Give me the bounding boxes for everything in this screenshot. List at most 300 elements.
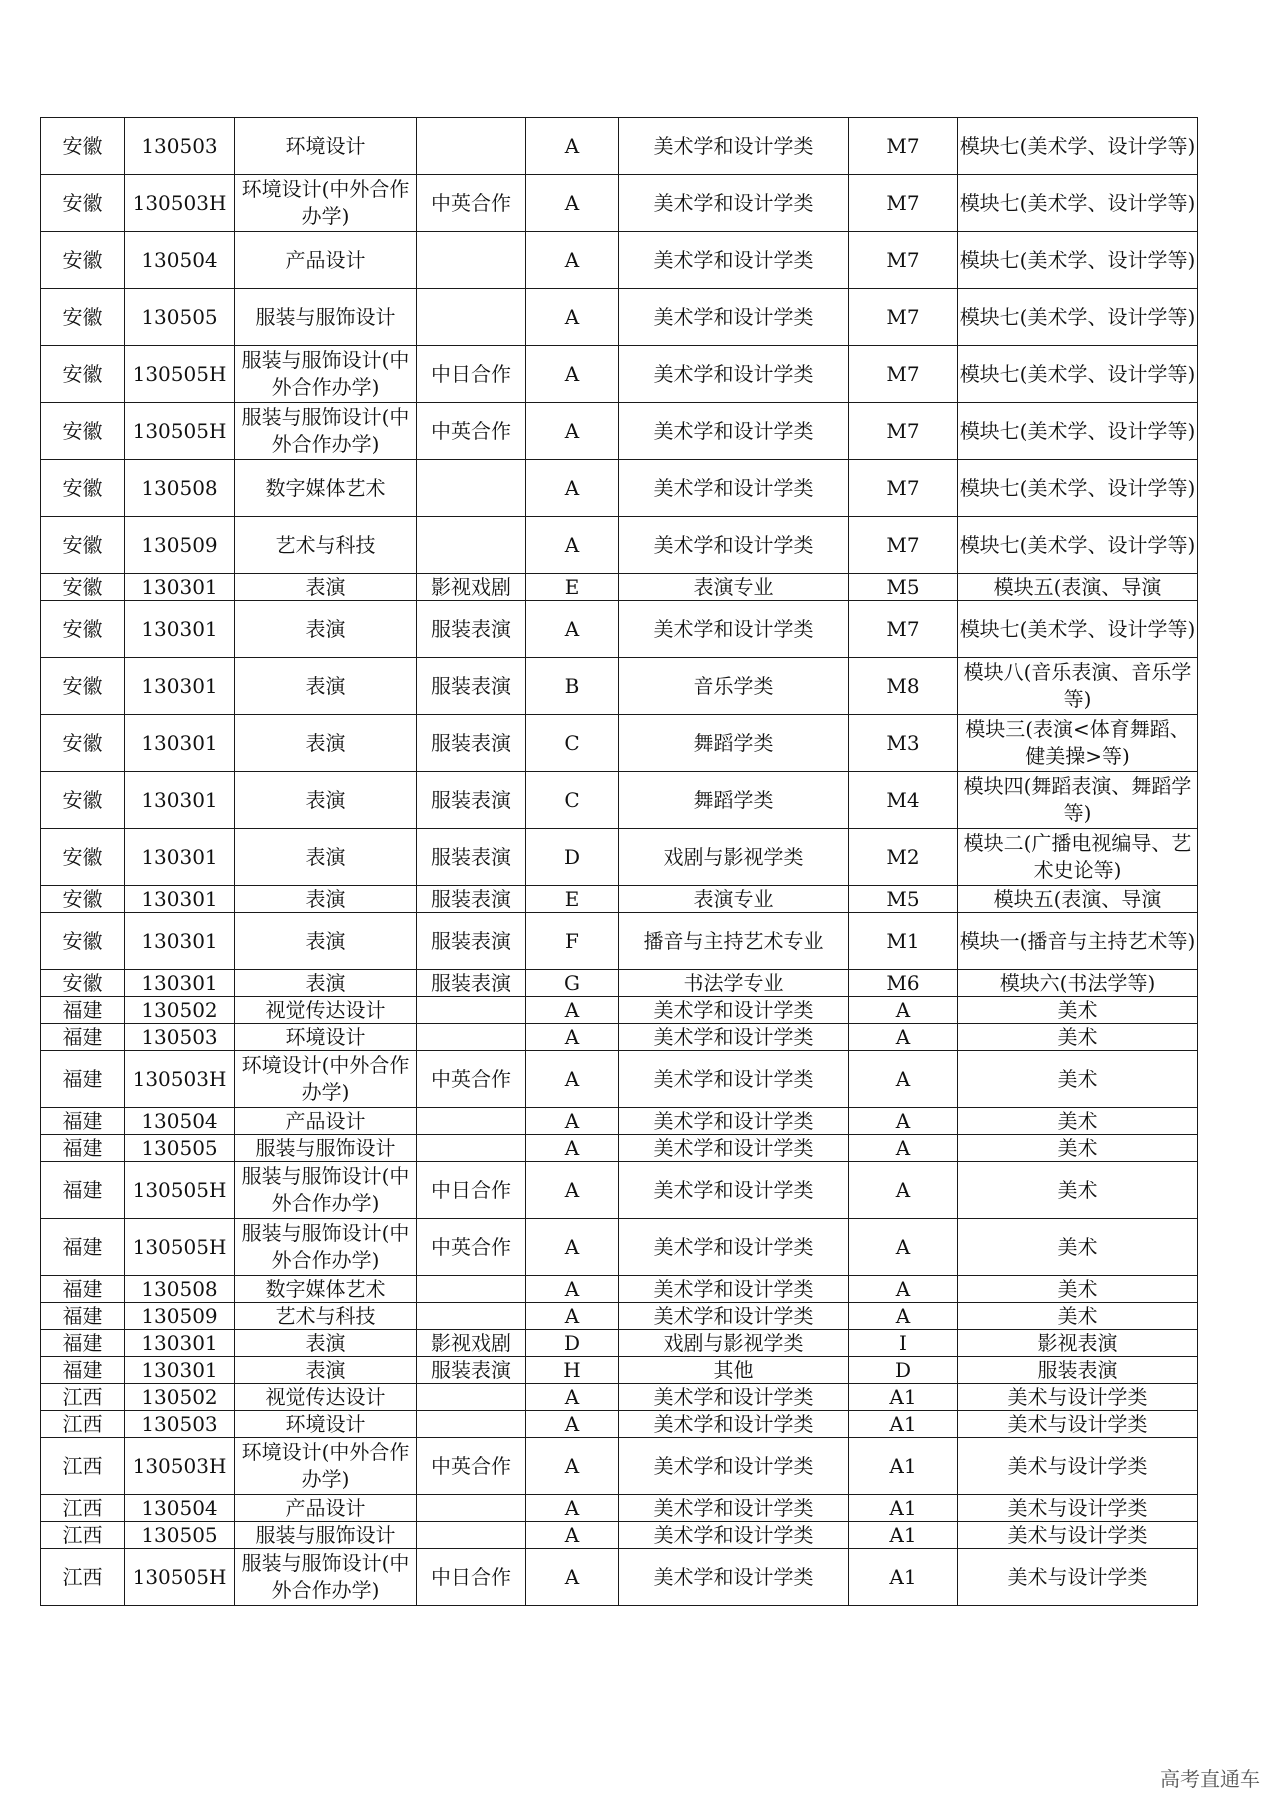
module-code-cell: M7 bbox=[849, 460, 958, 517]
province-cell: 福建 bbox=[41, 997, 125, 1024]
major-cell: 环境设计(中外合作办学) bbox=[235, 1438, 417, 1495]
major-cell: 服装与服饰设计(中外合作办学) bbox=[235, 1219, 417, 1276]
table-row bbox=[41, 1411, 1198, 1438]
category-cell: 美术学和设计学类 bbox=[619, 1108, 849, 1135]
province-cell: 安徽 bbox=[41, 772, 125, 829]
code-cell: 130301 bbox=[125, 772, 235, 829]
table-row bbox=[41, 1549, 1198, 1606]
module-cell: 模块七(美术学、设计学等) bbox=[958, 289, 1198, 346]
category-code-cell: A bbox=[526, 460, 619, 517]
category-code-cell: A bbox=[526, 1411, 619, 1438]
code-cell: 130505H bbox=[125, 1549, 235, 1606]
module-cell: 美术与设计学类 bbox=[958, 1522, 1198, 1549]
table-row bbox=[41, 1303, 1198, 1330]
category-code-cell: F bbox=[526, 913, 619, 970]
module-cell: 模块七(美术学、设计学等) bbox=[958, 232, 1198, 289]
module-cell: 服装表演 bbox=[958, 1357, 1198, 1384]
table-row bbox=[41, 886, 1198, 913]
major-cell: 服装与服饰设计 bbox=[235, 1135, 417, 1162]
province-cell: 福建 bbox=[41, 1276, 125, 1303]
table-row bbox=[41, 1495, 1198, 1522]
province-cell: 安徽 bbox=[41, 658, 125, 715]
category-cell: 美术学和设计学类 bbox=[619, 232, 849, 289]
note-cell: 服装表演 bbox=[417, 1357, 526, 1384]
table-row bbox=[41, 1219, 1198, 1276]
province-cell: 福建 bbox=[41, 1219, 125, 1276]
category-cell: 美术学和设计学类 bbox=[619, 1276, 849, 1303]
category-code-cell: A bbox=[526, 1276, 619, 1303]
category-code-cell: A bbox=[526, 1162, 619, 1219]
category-cell: 音乐学类 bbox=[619, 658, 849, 715]
module-cell: 美术与设计学类 bbox=[958, 1549, 1198, 1606]
module-cell: 美术与设计学类 bbox=[958, 1438, 1198, 1495]
province-cell: 安徽 bbox=[41, 403, 125, 460]
note-cell bbox=[417, 1495, 526, 1522]
module-cell: 模块二(广播电视编导、艺术史论等) bbox=[958, 829, 1198, 886]
table-row bbox=[41, 289, 1198, 346]
major-cell: 环境设计 bbox=[235, 1411, 417, 1438]
module-code-cell: D bbox=[849, 1357, 958, 1384]
code-cell: 130505 bbox=[125, 1135, 235, 1162]
note-cell: 中英合作 bbox=[417, 1219, 526, 1276]
module-code-cell: M7 bbox=[849, 175, 958, 232]
table-row bbox=[41, 913, 1198, 970]
province-cell: 江西 bbox=[41, 1384, 125, 1411]
major-cell: 表演 bbox=[235, 970, 417, 997]
category-code-cell: H bbox=[526, 1357, 619, 1384]
note-cell bbox=[417, 1108, 526, 1135]
module-code-cell: A1 bbox=[849, 1384, 958, 1411]
module-code-cell: A bbox=[849, 1051, 958, 1108]
table-row bbox=[41, 1051, 1198, 1108]
category-cell: 美术学和设计学类 bbox=[619, 1219, 849, 1276]
province-cell: 安徽 bbox=[41, 913, 125, 970]
category-cell: 美术学和设计学类 bbox=[619, 517, 849, 574]
table-row bbox=[41, 1135, 1198, 1162]
table-row bbox=[41, 460, 1198, 517]
module-cell: 模块五(表演、导演 bbox=[958, 574, 1198, 601]
major-cell: 环境设计(中外合作办学) bbox=[235, 1051, 417, 1108]
module-code-cell: M7 bbox=[849, 346, 958, 403]
note-cell bbox=[417, 1024, 526, 1051]
module-code-cell: M1 bbox=[849, 913, 958, 970]
module-cell: 模块四(舞蹈表演、舞蹈学等) bbox=[958, 772, 1198, 829]
code-cell: 130509 bbox=[125, 517, 235, 574]
category-code-cell: A bbox=[526, 1549, 619, 1606]
category-cell: 美术学和设计学类 bbox=[619, 175, 849, 232]
module-cell: 美术 bbox=[958, 1051, 1198, 1108]
province-cell: 江西 bbox=[41, 1411, 125, 1438]
code-cell: 130509 bbox=[125, 1303, 235, 1330]
major-cell: 表演 bbox=[235, 1330, 417, 1357]
module-cell: 模块七(美术学、设计学等) bbox=[958, 601, 1198, 658]
major-cell: 服装与服饰设计(中外合作办学) bbox=[235, 1162, 417, 1219]
province-cell: 安徽 bbox=[41, 715, 125, 772]
major-cell: 视觉传达设计 bbox=[235, 997, 417, 1024]
province-cell: 福建 bbox=[41, 1108, 125, 1135]
category-code-cell: A bbox=[526, 1135, 619, 1162]
category-cell: 舞蹈学类 bbox=[619, 772, 849, 829]
note-cell bbox=[417, 1411, 526, 1438]
code-cell: 130504 bbox=[125, 1495, 235, 1522]
table-row bbox=[41, 118, 1198, 175]
major-cell: 产品设计 bbox=[235, 1495, 417, 1522]
code-cell: 130301 bbox=[125, 658, 235, 715]
module-code-cell: A bbox=[849, 1303, 958, 1330]
major-cell: 服装与服饰设计(中外合作办学) bbox=[235, 1549, 417, 1606]
module-cell: 美术 bbox=[958, 997, 1198, 1024]
major-cell: 表演 bbox=[235, 658, 417, 715]
module-cell: 模块三(表演<体育舞蹈、健美操>等) bbox=[958, 715, 1198, 772]
category-code-cell: A bbox=[526, 346, 619, 403]
note-cell: 服装表演 bbox=[417, 772, 526, 829]
code-cell: 130505H bbox=[125, 1162, 235, 1219]
table-row bbox=[41, 601, 1198, 658]
module-cell: 美术与设计学类 bbox=[958, 1411, 1198, 1438]
province-cell: 安徽 bbox=[41, 517, 125, 574]
code-cell: 130505H bbox=[125, 403, 235, 460]
province-cell: 安徽 bbox=[41, 574, 125, 601]
category-code-cell: E bbox=[526, 886, 619, 913]
category-cell: 美术学和设计学类 bbox=[619, 289, 849, 346]
category-code-cell: A bbox=[526, 175, 619, 232]
table-row bbox=[41, 232, 1198, 289]
code-cell: 130301 bbox=[125, 829, 235, 886]
table-row bbox=[41, 1108, 1198, 1135]
module-cell: 模块七(美术学、设计学等) bbox=[958, 118, 1198, 175]
category-code-cell: E bbox=[526, 574, 619, 601]
major-cell: 产品设计 bbox=[235, 1108, 417, 1135]
note-cell: 中英合作 bbox=[417, 403, 526, 460]
note-cell bbox=[417, 997, 526, 1024]
note-cell: 中英合作 bbox=[417, 1051, 526, 1108]
table-row bbox=[41, 658, 1198, 715]
module-code-cell: A1 bbox=[849, 1411, 958, 1438]
province-cell: 福建 bbox=[41, 1303, 125, 1330]
module-code-cell: M7 bbox=[849, 118, 958, 175]
category-cell: 美术学和设计学类 bbox=[619, 1522, 849, 1549]
major-cell: 表演 bbox=[235, 601, 417, 658]
module-cell: 模块一(播音与主持艺术等) bbox=[958, 913, 1198, 970]
code-cell: 130301 bbox=[125, 913, 235, 970]
module-code-cell: A bbox=[849, 1108, 958, 1135]
province-cell: 安徽 bbox=[41, 829, 125, 886]
module-cell: 模块六(书法学等) bbox=[958, 970, 1198, 997]
table-row bbox=[41, 1357, 1198, 1384]
category-code-cell: A bbox=[526, 517, 619, 574]
note-cell: 中英合作 bbox=[417, 175, 526, 232]
note-cell bbox=[417, 1384, 526, 1411]
code-cell: 130502 bbox=[125, 1384, 235, 1411]
module-cell: 模块五(表演、导演 bbox=[958, 886, 1198, 913]
module-code-cell: A bbox=[849, 1024, 958, 1051]
province-cell: 福建 bbox=[41, 1135, 125, 1162]
note-cell bbox=[417, 1303, 526, 1330]
note-cell bbox=[417, 1276, 526, 1303]
province-cell: 福建 bbox=[41, 1330, 125, 1357]
table-row bbox=[41, 175, 1198, 232]
category-cell: 美术学和设计学类 bbox=[619, 1495, 849, 1522]
module-code-cell: A1 bbox=[849, 1522, 958, 1549]
category-code-cell: A bbox=[526, 1051, 619, 1108]
province-cell: 福建 bbox=[41, 1357, 125, 1384]
category-cell: 其他 bbox=[619, 1357, 849, 1384]
code-cell: 130503H bbox=[125, 175, 235, 232]
category-cell: 书法学专业 bbox=[619, 970, 849, 997]
major-cell: 表演 bbox=[235, 715, 417, 772]
province-cell: 安徽 bbox=[41, 970, 125, 997]
module-code-cell: M7 bbox=[849, 403, 958, 460]
module-code-cell: M5 bbox=[849, 574, 958, 601]
code-cell: 130508 bbox=[125, 1276, 235, 1303]
major-cell: 环境设计 bbox=[235, 118, 417, 175]
major-cell: 艺术与科技 bbox=[235, 517, 417, 574]
code-cell: 130504 bbox=[125, 1108, 235, 1135]
province-cell: 江西 bbox=[41, 1495, 125, 1522]
category-cell: 美术学和设计学类 bbox=[619, 997, 849, 1024]
code-cell: 130505H bbox=[125, 346, 235, 403]
note-cell: 服装表演 bbox=[417, 829, 526, 886]
note-cell: 服装表演 bbox=[417, 658, 526, 715]
category-cell: 美术学和设计学类 bbox=[619, 1303, 849, 1330]
code-cell: 130301 bbox=[125, 886, 235, 913]
module-cell: 美术与设计学类 bbox=[958, 1495, 1198, 1522]
code-cell: 130505 bbox=[125, 289, 235, 346]
module-cell: 美术 bbox=[958, 1303, 1198, 1330]
note-cell bbox=[417, 517, 526, 574]
watermark: 高考直通车 bbox=[1160, 1767, 1260, 1791]
category-cell: 戏剧与影视学类 bbox=[619, 1330, 849, 1357]
province-cell: 江西 bbox=[41, 1438, 125, 1495]
note-cell: 中日合作 bbox=[417, 346, 526, 403]
category-cell: 表演专业 bbox=[619, 886, 849, 913]
category-cell: 表演专业 bbox=[619, 574, 849, 601]
province-cell: 安徽 bbox=[41, 346, 125, 403]
category-code-cell: A bbox=[526, 232, 619, 289]
table-row bbox=[41, 1384, 1198, 1411]
category-cell: 美术学和设计学类 bbox=[619, 1135, 849, 1162]
module-cell: 模块八(音乐表演、音乐学等) bbox=[958, 658, 1198, 715]
note-cell: 影视戏剧 bbox=[417, 574, 526, 601]
category-code-cell: A bbox=[526, 289, 619, 346]
code-cell: 130505H bbox=[125, 1219, 235, 1276]
major-cell: 表演 bbox=[235, 886, 417, 913]
category-cell: 美术学和设计学类 bbox=[619, 1411, 849, 1438]
module-code-cell: M2 bbox=[849, 829, 958, 886]
category-cell: 美术学和设计学类 bbox=[619, 1549, 849, 1606]
table-row bbox=[41, 970, 1198, 997]
category-code-cell: A bbox=[526, 1219, 619, 1276]
note-cell bbox=[417, 1522, 526, 1549]
table-body bbox=[41, 118, 1198, 1606]
note-cell: 影视戏剧 bbox=[417, 1330, 526, 1357]
category-code-cell: D bbox=[526, 1330, 619, 1357]
module-cell: 模块七(美术学、设计学等) bbox=[958, 403, 1198, 460]
province-cell: 安徽 bbox=[41, 601, 125, 658]
code-cell: 130301 bbox=[125, 970, 235, 997]
major-cell: 服装与服饰设计 bbox=[235, 1522, 417, 1549]
category-code-cell: A bbox=[526, 118, 619, 175]
module-cell: 美术 bbox=[958, 1135, 1198, 1162]
major-cell: 服装与服饰设计 bbox=[235, 289, 417, 346]
module-code-cell: M7 bbox=[849, 601, 958, 658]
module-cell: 影视表演 bbox=[958, 1330, 1198, 1357]
table-row bbox=[41, 517, 1198, 574]
category-cell: 美术学和设计学类 bbox=[619, 460, 849, 517]
category-code-cell: B bbox=[526, 658, 619, 715]
note-cell: 服装表演 bbox=[417, 601, 526, 658]
note-cell bbox=[417, 289, 526, 346]
category-code-cell: A bbox=[526, 403, 619, 460]
category-cell: 美术学和设计学类 bbox=[619, 1024, 849, 1051]
category-code-cell: A bbox=[526, 601, 619, 658]
module-code-cell: A bbox=[849, 997, 958, 1024]
province-cell: 福建 bbox=[41, 1051, 125, 1108]
code-cell: 130503 bbox=[125, 1411, 235, 1438]
code-cell: 130504 bbox=[125, 232, 235, 289]
table-row bbox=[41, 715, 1198, 772]
province-cell: 江西 bbox=[41, 1522, 125, 1549]
major-cell: 服装与服饰设计(中外合作办学) bbox=[235, 403, 417, 460]
table-row bbox=[41, 1522, 1198, 1549]
category-cell: 舞蹈学类 bbox=[619, 715, 849, 772]
major-cell: 数字媒体艺术 bbox=[235, 1276, 417, 1303]
note-cell: 服装表演 bbox=[417, 715, 526, 772]
note-cell bbox=[417, 460, 526, 517]
category-cell: 美术学和设计学类 bbox=[619, 1051, 849, 1108]
category-code-cell: A bbox=[526, 997, 619, 1024]
major-table bbox=[40, 117, 1198, 1606]
table-row bbox=[41, 1330, 1198, 1357]
major-cell: 表演 bbox=[235, 829, 417, 886]
category-code-cell: A bbox=[526, 1522, 619, 1549]
major-cell: 表演 bbox=[235, 1357, 417, 1384]
module-cell: 模块七(美术学、设计学等) bbox=[958, 175, 1198, 232]
note-cell: 中日合作 bbox=[417, 1162, 526, 1219]
module-cell: 模块七(美术学、设计学等) bbox=[958, 346, 1198, 403]
code-cell: 130508 bbox=[125, 460, 235, 517]
province-cell: 福建 bbox=[41, 1162, 125, 1219]
module-code-cell: M7 bbox=[849, 517, 958, 574]
province-cell: 安徽 bbox=[41, 175, 125, 232]
category-cell: 美术学和设计学类 bbox=[619, 118, 849, 175]
module-code-cell: A bbox=[849, 1162, 958, 1219]
major-cell: 环境设计(中外合作办学) bbox=[235, 175, 417, 232]
major-cell: 艺术与科技 bbox=[235, 1303, 417, 1330]
category-code-cell: C bbox=[526, 715, 619, 772]
major-cell: 环境设计 bbox=[235, 1024, 417, 1051]
table-row bbox=[41, 772, 1198, 829]
note-cell bbox=[417, 1135, 526, 1162]
module-code-cell: M6 bbox=[849, 970, 958, 997]
category-code-cell: A bbox=[526, 1438, 619, 1495]
code-cell: 130503 bbox=[125, 118, 235, 175]
module-cell: 美术 bbox=[958, 1024, 1198, 1051]
code-cell: 130503 bbox=[125, 1024, 235, 1051]
table-row bbox=[41, 574, 1198, 601]
module-cell: 美术 bbox=[958, 1162, 1198, 1219]
note-cell: 服装表演 bbox=[417, 913, 526, 970]
module-code-cell: A bbox=[849, 1219, 958, 1276]
table-row bbox=[41, 1438, 1198, 1495]
code-cell: 130505 bbox=[125, 1522, 235, 1549]
category-cell: 美术学和设计学类 bbox=[619, 346, 849, 403]
module-cell: 美术 bbox=[958, 1108, 1198, 1135]
note-cell: 服装表演 bbox=[417, 886, 526, 913]
module-code-cell: M7 bbox=[849, 289, 958, 346]
major-cell: 数字媒体艺术 bbox=[235, 460, 417, 517]
code-cell: 130301 bbox=[125, 1357, 235, 1384]
note-cell bbox=[417, 232, 526, 289]
category-cell: 美术学和设计学类 bbox=[619, 1384, 849, 1411]
module-code-cell: M3 bbox=[849, 715, 958, 772]
module-code-cell: M4 bbox=[849, 772, 958, 829]
table-row bbox=[41, 1024, 1198, 1051]
code-cell: 130301 bbox=[125, 1330, 235, 1357]
code-cell: 130301 bbox=[125, 601, 235, 658]
major-cell: 表演 bbox=[235, 772, 417, 829]
category-cell: 播音与主持艺术专业 bbox=[619, 913, 849, 970]
note-cell: 中日合作 bbox=[417, 1549, 526, 1606]
category-cell: 美术学和设计学类 bbox=[619, 1162, 849, 1219]
category-cell: 美术学和设计学类 bbox=[619, 1438, 849, 1495]
code-cell: 130502 bbox=[125, 997, 235, 1024]
module-code-cell: I bbox=[849, 1330, 958, 1357]
module-cell: 模块七(美术学、设计学等) bbox=[958, 517, 1198, 574]
category-code-cell: G bbox=[526, 970, 619, 997]
table-row bbox=[41, 403, 1198, 460]
province-cell: 安徽 bbox=[41, 289, 125, 346]
module-cell: 美术 bbox=[958, 1219, 1198, 1276]
code-cell: 130503H bbox=[125, 1051, 235, 1108]
category-cell: 美术学和设计学类 bbox=[619, 601, 849, 658]
module-cell: 美术 bbox=[958, 1276, 1198, 1303]
code-cell: 130503H bbox=[125, 1438, 235, 1495]
module-code-cell: A bbox=[849, 1276, 958, 1303]
table-row bbox=[41, 1162, 1198, 1219]
province-cell: 安徽 bbox=[41, 460, 125, 517]
note-cell: 服装表演 bbox=[417, 970, 526, 997]
major-cell: 表演 bbox=[235, 574, 417, 601]
module-code-cell: A1 bbox=[849, 1549, 958, 1606]
module-code-cell: M7 bbox=[849, 232, 958, 289]
module-code-cell: M8 bbox=[849, 658, 958, 715]
province-cell: 安徽 bbox=[41, 118, 125, 175]
major-cell: 视觉传达设计 bbox=[235, 1384, 417, 1411]
module-code-cell: M5 bbox=[849, 886, 958, 913]
table-row bbox=[41, 997, 1198, 1024]
module-code-cell: A1 bbox=[849, 1438, 958, 1495]
major-cell: 服装与服饰设计(中外合作办学) bbox=[235, 346, 417, 403]
major-cell: 表演 bbox=[235, 913, 417, 970]
code-cell: 130301 bbox=[125, 715, 235, 772]
category-cell: 美术学和设计学类 bbox=[619, 403, 849, 460]
table-row bbox=[41, 829, 1198, 886]
category-code-cell: A bbox=[526, 1108, 619, 1135]
category-code-cell: A bbox=[526, 1384, 619, 1411]
module-code-cell: A1 bbox=[849, 1495, 958, 1522]
province-cell: 福建 bbox=[41, 1024, 125, 1051]
note-cell: 中英合作 bbox=[417, 1438, 526, 1495]
table-row bbox=[41, 1276, 1198, 1303]
table-row bbox=[41, 346, 1198, 403]
module-cell: 模块七(美术学、设计学等) bbox=[958, 460, 1198, 517]
category-code-cell: A bbox=[526, 1024, 619, 1051]
category-cell: 戏剧与影视学类 bbox=[619, 829, 849, 886]
category-code-cell: D bbox=[526, 829, 619, 886]
category-code-cell: A bbox=[526, 1303, 619, 1330]
module-code-cell: A bbox=[849, 1135, 958, 1162]
